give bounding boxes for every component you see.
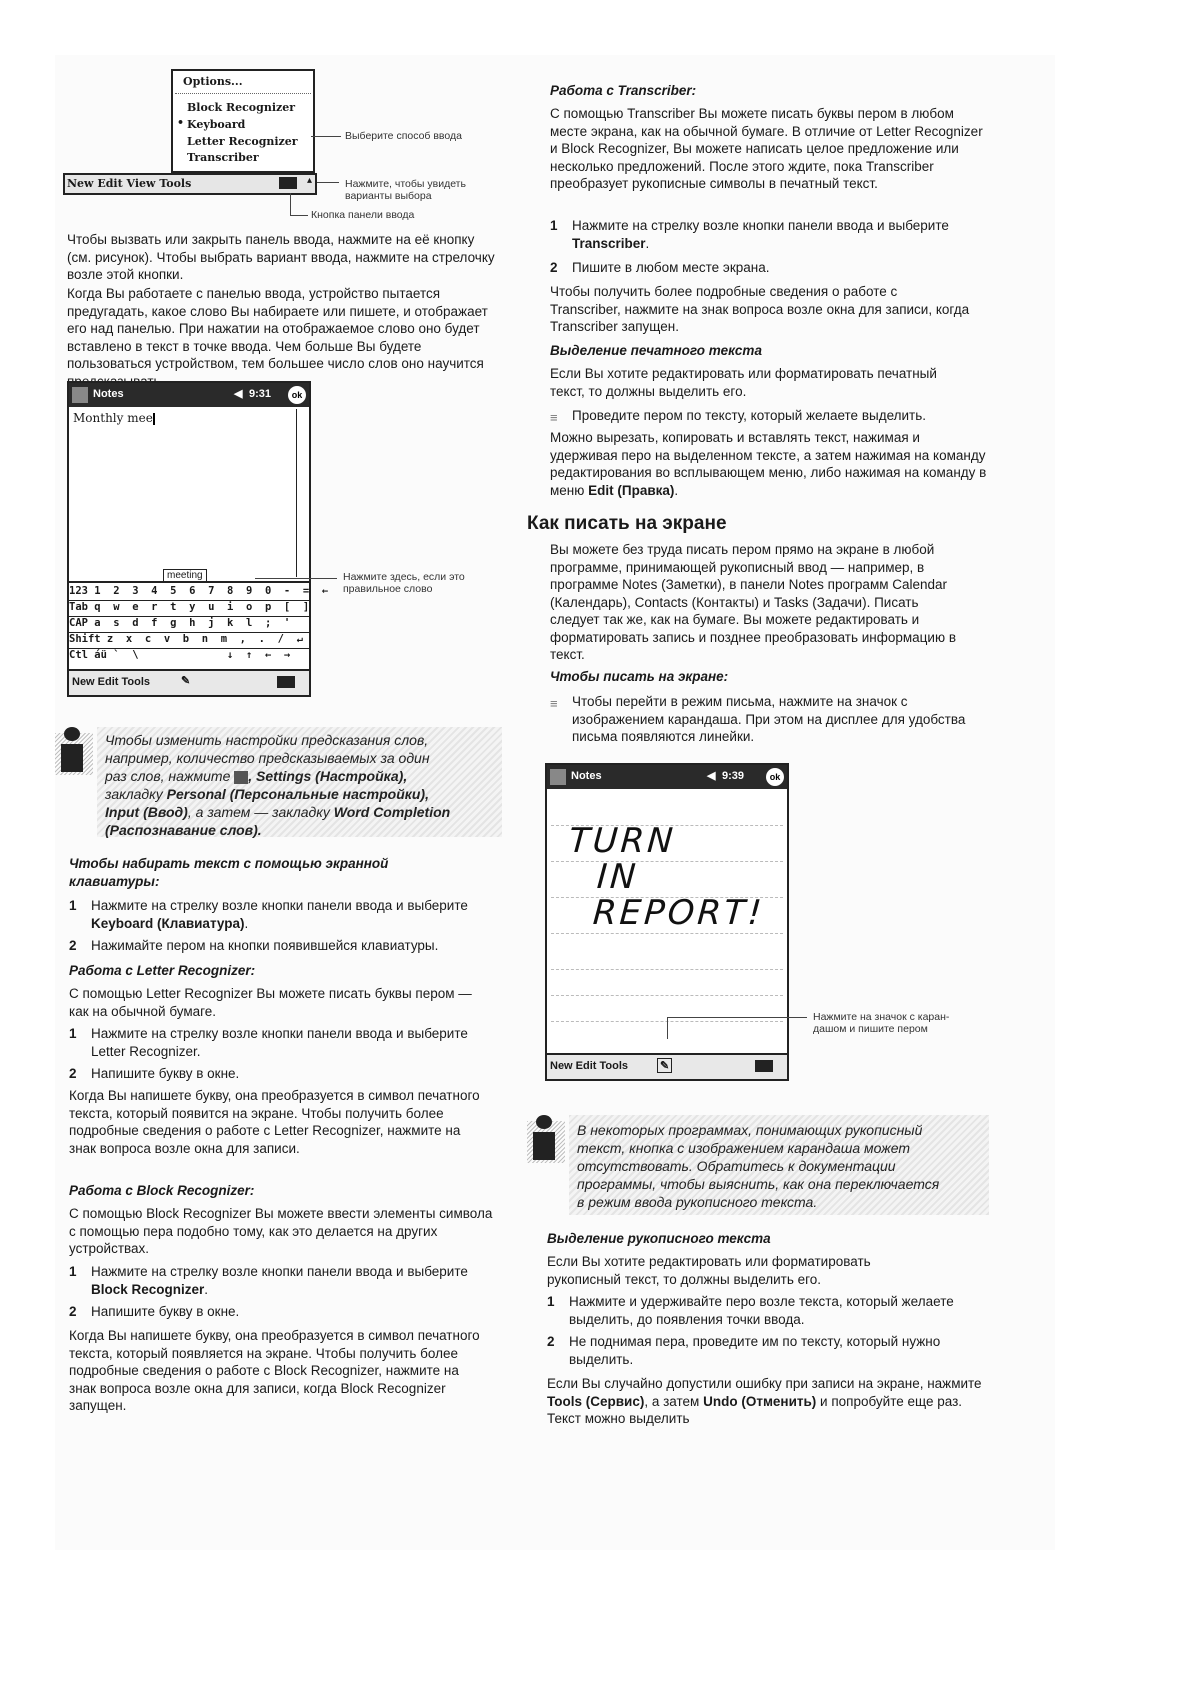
word-suggestion[interactable]: meeting — [163, 569, 207, 582]
paragraph-toggle-panel: Чтобы вызвать или закрыть панель ввода, нажмите на её кнопку (см. рисунок). Чтобы выбрать вариант ввода, нажмите на стрелочку возле этой кнопки. — [67, 232, 495, 282]
device-command-bar — [69, 669, 309, 695]
heading-block-recognizer: Работа с Block Recognizer: — [69, 1183, 255, 1198]
pencil-icon[interactable]: ✎ — [181, 675, 191, 687]
ok-button[interactable]: ok — [288, 386, 306, 404]
paragraph-letter-after: Когда Вы напишете букву, она преобразуется в символ печатного текста, который появится на экране. Чтобы получить более подробные сведения о работе с Letter Recognizer, нажмите на знак вопроса возле окна для записи. — [69, 1088, 480, 1156]
start-menu-icon[interactable] — [72, 387, 88, 403]
menu-item-keyboard[interactable]: Keyboard — [187, 118, 246, 131]
heading-how-to-write: Чтобы писать на экране: — [550, 669, 729, 684]
speaker-icon: ◀ — [707, 770, 716, 782]
paragraph-select-after: Можно вырезать, копировать и вставлять текст, нажимая и удерживая перо на выделенном тексте, а затем нажимая на команду редактирования во всплывающем меню, либо нажимая на команду в меню Edit (Правка). — [550, 430, 987, 498]
device-command-bar — [547, 1053, 787, 1079]
heading-select-handwriting: Выделение рукописного текста — [547, 1231, 771, 1246]
device-title-bar — [69, 383, 309, 407]
heading-keyboard: Чтобы набирать текст с помощью экранной клавиатуры: — [69, 856, 389, 889]
step-keyboard-1: 1 Нажмите на стрелку возле кнопки панели ввода и выберите Keyboard (Клавиатура). — [69, 898, 468, 931]
device-time: 9:31 — [249, 388, 272, 400]
heading-select-print: Выделение печатного текста — [550, 343, 762, 358]
device-app-name: Notes — [571, 770, 602, 782]
input-panel-button[interactable] — [279, 177, 297, 189]
step-block-1: 1 Нажмите на стрелку возле кнопки панели ввода и выберите Block Recognizer. — [69, 1264, 468, 1297]
start-menu-icon[interactable] — [550, 769, 566, 785]
callout-pencil-1: Нажмите на значок с каран- — [813, 1011, 950, 1023]
step-transcriber-2: 2 Пишите в любом месте экрана. — [550, 260, 770, 275]
heading-write-on-screen: Как писать на экране — [527, 513, 727, 534]
heading-letter-recognizer: Работа с Letter Recognizer: — [69, 963, 256, 978]
device-app-name: Notes — [93, 388, 124, 400]
step-hand-2: 2 Не поднимая пера, проведите им по тексту, который нужно выделить. — [547, 1334, 941, 1367]
callout-pencil-2: дашом и пишите пером — [813, 1023, 928, 1035]
info-icon — [55, 727, 93, 775]
step-letter-2: 2 Напишите букву в окне. — [69, 1066, 240, 1081]
speaker-icon: ◀ — [234, 388, 243, 400]
callout-choose-input: Выберите способ ввода — [345, 130, 462, 142]
step-transcriber-1: 1 Нажмите на стрелку возле кнопки панели ввода и выберите Transcriber. — [550, 218, 949, 251]
ok-button[interactable]: ok — [766, 768, 784, 786]
handwriting-line-2[interactable]: IN — [595, 857, 640, 897]
callout-tap-to-see-2: варианты выбора — [345, 190, 432, 202]
keyboard-row[interactable]: Shift z x c v b n m , . / ↵ — [69, 633, 309, 649]
callout-correct-word-2: правильное слово — [343, 583, 433, 595]
paragraph-select-intro: Если Вы хотите редактировать или форматировать печатный текст, то должны выделить его. — [550, 366, 937, 399]
keyboard-row[interactable]: 123 1 2 3 4 5 6 7 8 9 0 - = ← — [69, 585, 309, 601]
keyboard-row[interactable]: CAP a s d f g h j k l ; ' — [69, 617, 309, 633]
device-title-bar — [547, 765, 787, 789]
cursor — [153, 413, 155, 425]
step-letter-1: 1 Нажмите на стрелку возле кнопки панели ввода и выберите Letter Recognizer. — [69, 1026, 468, 1059]
note-pencil-missing: В некоторых программах, понимающих рукописный текст, кнопка с изображением карандаша может отсутствовать. Обратитесь к документации программы, чтобы выяснить, как она переключается в режим ввода рукописного текста. — [569, 1115, 989, 1215]
bullet-select-print: ≡ Проведите пером по тексту, который желаете выделить. — [550, 408, 927, 425]
note-word-completion: Чтобы изменить настройки предсказания слов, например, количество предсказываемых за один раз слов, нажмите , Settings (Настройка), закладку Personal (Персональные настройки), Input (Ввод), а затем — закладку Word Completion (Распознавание слов). — [97, 727, 502, 837]
input-method-menu — [171, 69, 315, 173]
start-icon — [234, 771, 248, 784]
info-icon — [527, 1115, 565, 1163]
paragraph-write-intro: Вы можете без труда писать пером прямо на экране в любой программе, принимающей рукописный ввод — например, в программе Notes (Заметки), в панели Notes программ Calendar (Календарь), Contacts (Контакты) и Tasks (Задачи). Писать следует так же, как на бумаге. Вы можете редактировать и форматировать запись и позднее преобразовать информацию в текст. — [550, 542, 956, 662]
step-hand-1: 1 Нажмите и удерживайте перо возле текста, который желаете выделить, до появления точки ввода. — [547, 1294, 954, 1327]
menu-item-bullet: • — [177, 116, 185, 129]
command-bar-label: New Edit View Tools — [67, 177, 192, 190]
device-menu-label[interactable]: New Edit Tools — [550, 1060, 629, 1072]
callout-input-panel-button: Кнопка панели ввода — [311, 209, 415, 221]
keyboard-button[interactable] — [277, 676, 295, 688]
handwriting-line-1[interactable]: TURN — [567, 821, 678, 861]
paragraph-transcriber-intro: С помощью Transcriber Вы можете писать буквы пером в любом месте экрана, как на обычной бумаге. В отличие от Letter Recognizer и Block Recognizer, Вы можете написать целое предложение или несколько предложений. После этого ждите, пока Transcriber преобразует рукописные символы в печатный текст. — [550, 106, 983, 191]
step-keyboard-2: 2 Нажимайте пером на кнопки появившейся клавиатуры. — [69, 938, 439, 953]
scrollbar[interactable] — [296, 409, 307, 577]
keyboard-row[interactable]: Ctl áü ` \ ↓ ↑ ← → — [69, 649, 291, 661]
step-block-2: 2 Напишите букву в окне. — [69, 1304, 240, 1319]
menu-item-block-recognizer[interactable]: Block Recognizer — [187, 101, 296, 114]
device-screenshot-keyboard — [67, 381, 329, 697]
paragraph-block-intro: С помощью Block Recognizer Вы можете ввести элементы символа с помощью пера подобно тому, как это делается на других устройствах. — [69, 1206, 493, 1256]
paragraph-prediction: Когда Вы работаете с панелью ввода, устройство пытается предугадать, какое слово Вы набираете или пишете, и отображает его над панелью. При нажатии на отображаемое слово оно будет вставлено в текст в точке ввода. Чем больше Вы будете пользоваться устройством, тем большее число слов оно научится — [67, 286, 488, 371]
keyboard-button[interactable] — [755, 1060, 773, 1072]
menu-item-letter-recognizer[interactable]: Letter Recognizer — [187, 135, 298, 148]
input-arrow-button[interactable]: ▴ — [306, 175, 312, 186]
callout-correct-word-1: Нажмите здесь, если это — [343, 571, 465, 583]
typed-text: Monthly mee — [73, 411, 153, 425]
callout-tap-to-see-1: Нажмите, чтобы увидеть — [345, 178, 466, 190]
menu-item-transcriber[interactable]: Transcriber — [187, 151, 259, 164]
pen-bullet-icon: ≡ — [550, 410, 558, 425]
soft-keyboard[interactable] — [69, 581, 329, 667]
pencil-icon[interactable]: ✎ — [657, 1058, 672, 1073]
keyboard-row[interactable]: Tab q w e r t y u i o p [ ] — [69, 601, 309, 617]
menu-item-options[interactable]: Options... — [183, 75, 243, 88]
paragraph-transcriber-after: Чтобы получить более подробные сведения о работе с Transcriber, нажмите на знак вопроса возле окна для записи, когда Transcriber запущен. — [550, 284, 970, 334]
paragraph-hand-intro: Если Вы хотите редактировать или форматировать рукописный текст, то должны выделить его. — [547, 1254, 871, 1287]
paragraph-block-after: Когда Вы напишете букву, она преобразуется в символ печатного текста, который появляется на экране. Чтобы получить более подробные сведения о работе с Block Recognizer, нажмите на знак вопроса возле окна для записи, когда Block Recognizer запущен. — [69, 1328, 480, 1413]
handwriting-line-3[interactable]: REPORT! — [591, 893, 766, 933]
heading-transcriber: Работа с Transcriber: — [550, 83, 697, 98]
pen-bullet-icon: ≡ — [550, 696, 558, 711]
paragraph-hand-after: Если Вы случайно допустили ошибку при записи на экране, нажмите Tools (Сервис), а затем Undo (Отменить) и попробуйте еще раз. Текст можно выделить — [547, 1376, 982, 1426]
bullet-write-mode: ≡ Чтобы перейти в режим письма, нажмите на значок с изображением карандаша. При этом на дисплее для удобства письма появляются линейки. — [550, 694, 966, 744]
manual-page — [55, 55, 1055, 1550]
device-time: 9:39 — [722, 770, 745, 782]
device-menu-label[interactable]: New Edit Tools — [72, 676, 151, 688]
paragraph-letter-intro: С помощью Letter Recognizer Вы можете писать буквы пером — как на обычной бумаге. — [69, 986, 472, 1019]
command-bar — [63, 173, 317, 195]
